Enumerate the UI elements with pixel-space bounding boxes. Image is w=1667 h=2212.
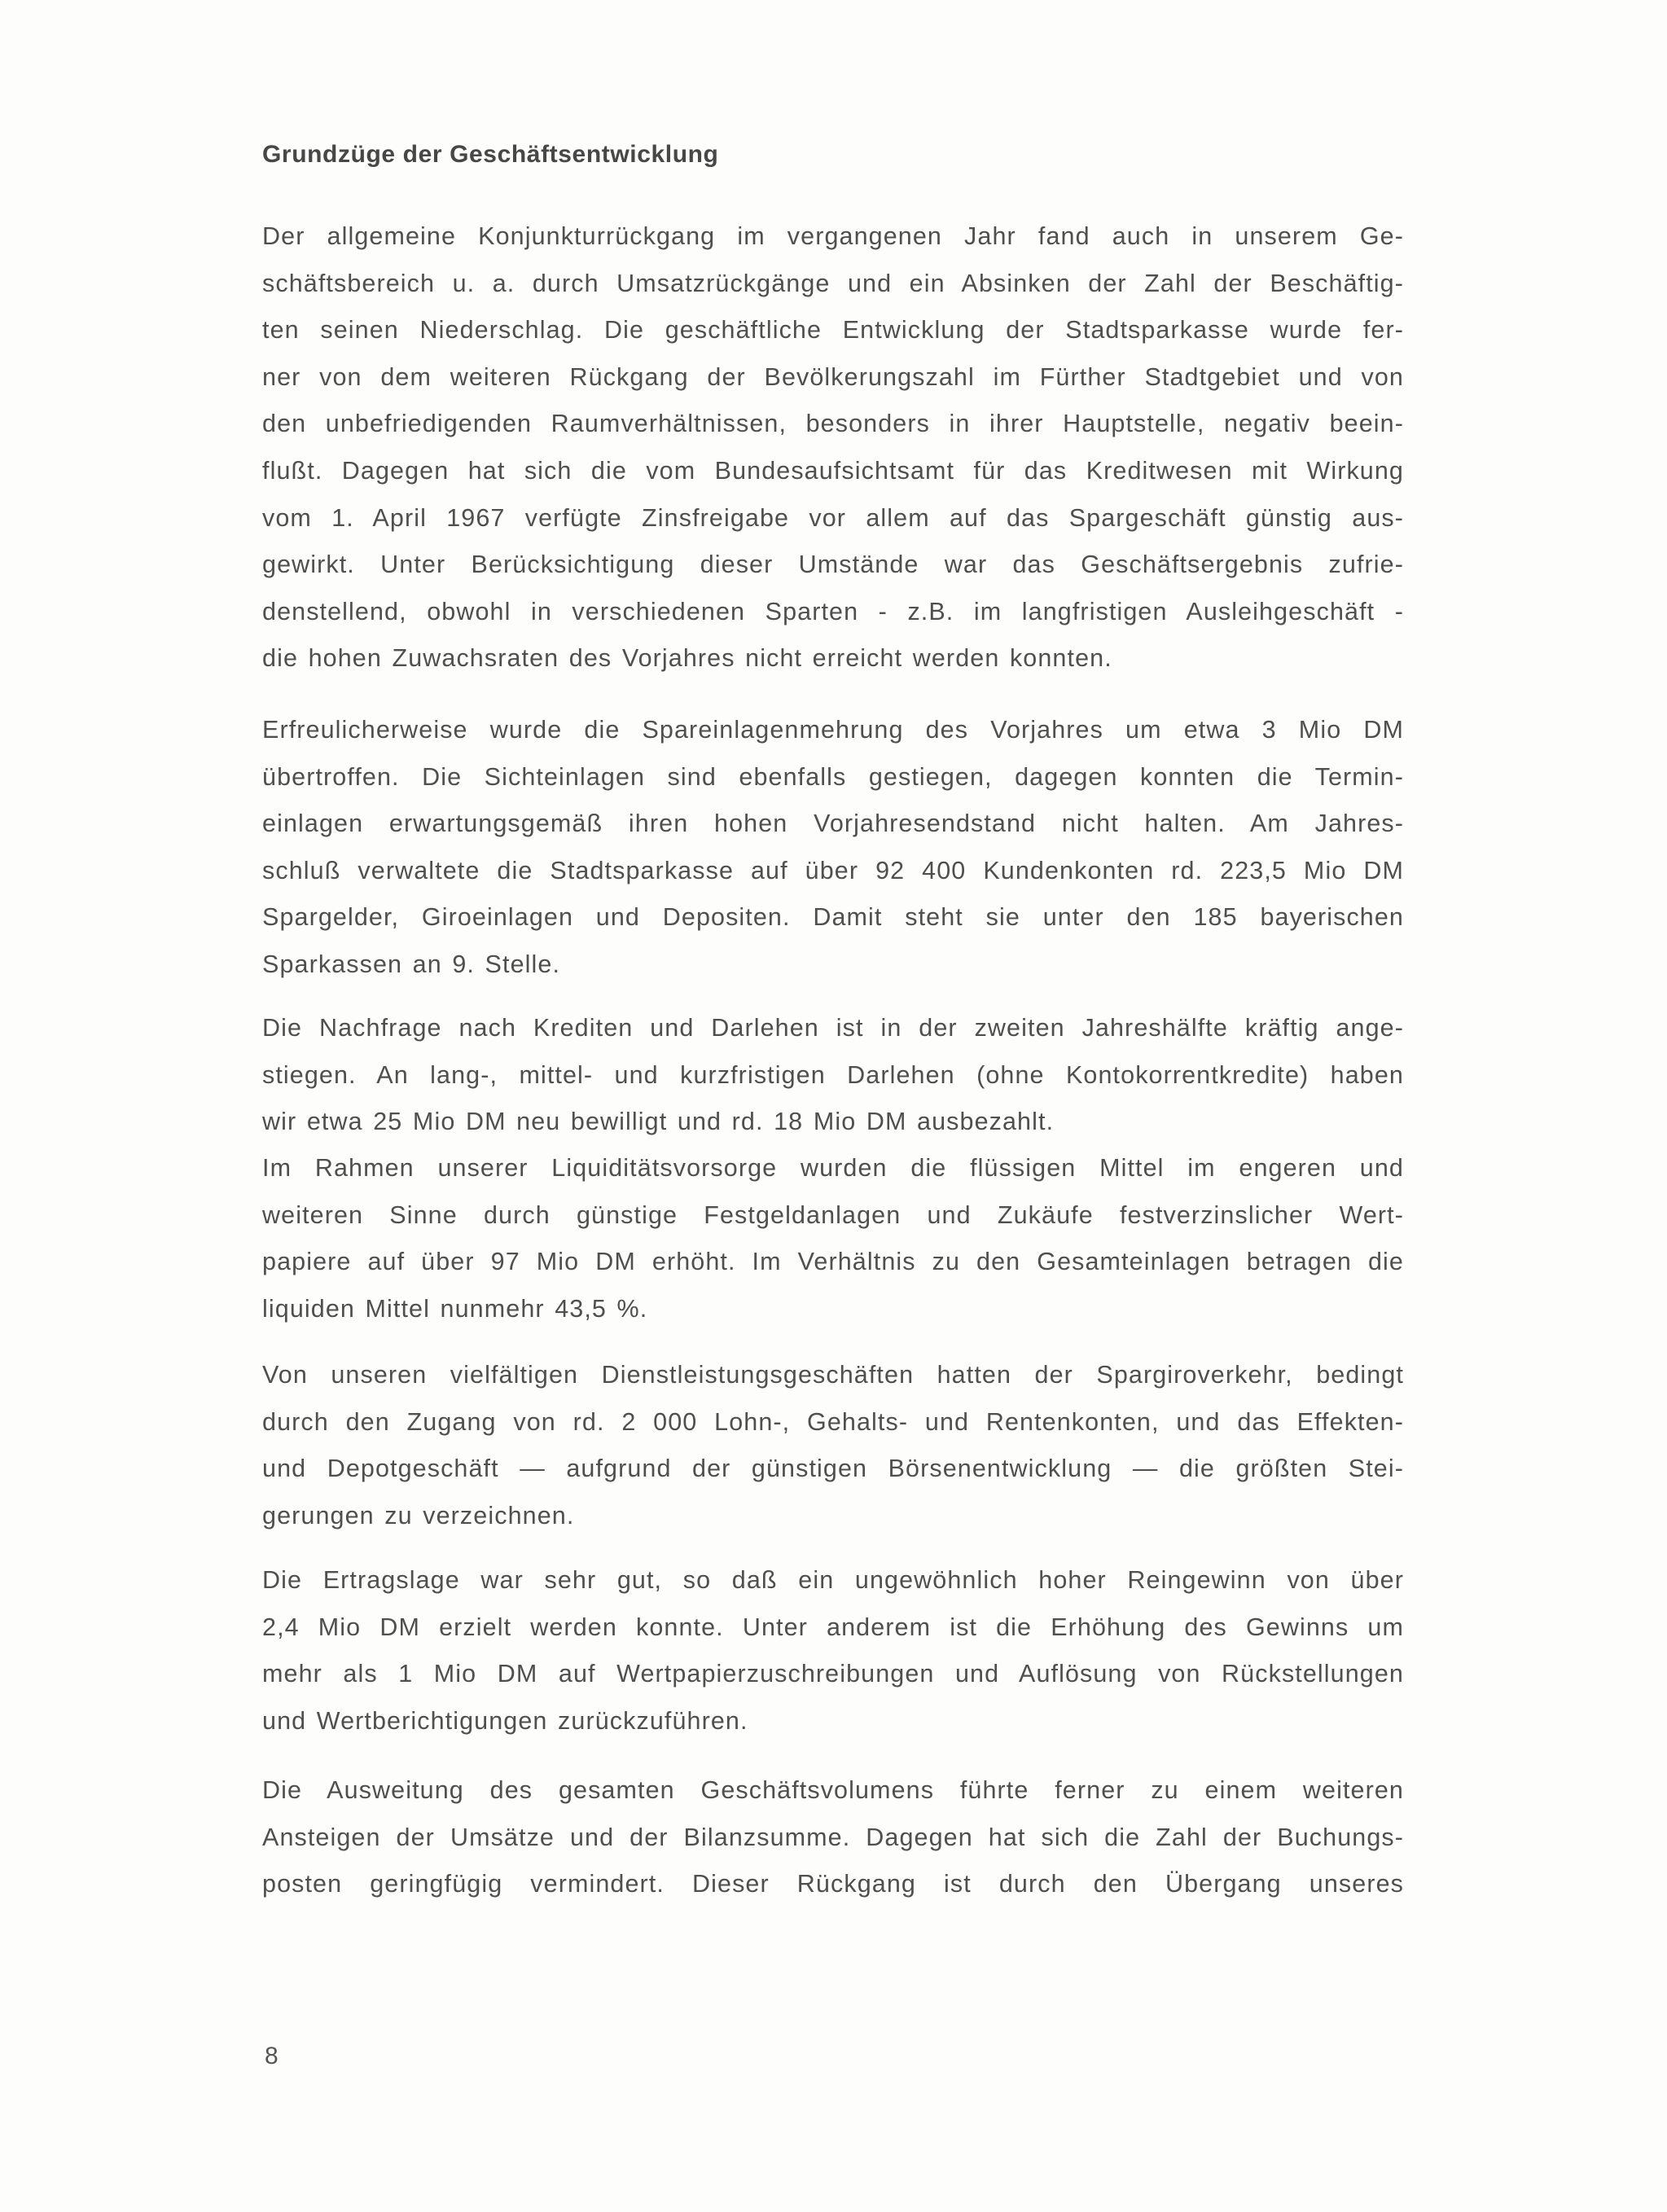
text-line: durch den Zugang von rd. 2 000 Lohn-, Gehalts- und Rentenkonten, und das Effekten- — [262, 1407, 1404, 1436]
text-line: vom 1. April 1967 verfügte Zinsfreigabe vor allem auf das Spargeschäft günstig aus- — [262, 503, 1404, 532]
text-line: liquiden Mittel nunmehr 43,5 %. — [262, 1294, 648, 1323]
text-line: flußt. Dagegen hat sich die vom Bundesaufsichtsamt für das Kreditwesen mit Wirkung — [262, 456, 1404, 485]
text-line: gewirkt. Unter Berücksichtigung dieser Umstände war das Geschäftsergebnis zufrie- — [262, 551, 1404, 579]
text-line: die hohen Zuwachsraten des Vorjahres nicht erreicht werden konnten. — [262, 644, 1112, 673]
text-line: Die Ausweitung des gesamten Geschäftsvolumens führte ferner zu einem weiteren — [262, 1776, 1404, 1804]
paragraph-earnings — [262, 1557, 1404, 1745]
text-line: weiteren Sinne durch günstige Festgeldanlagen und Zukäufe festverzinslicher Wert- — [262, 1200, 1404, 1229]
text-line: Der allgemeine Konjunkturrückgang im vergangenen Jahr fand auch in unserem Ge- — [262, 222, 1404, 250]
section-heading: Grundzüge der Geschäftsentwicklung — [262, 141, 719, 168]
text-line: denstellend, obwohl in verschiedenen Sparten - z.B. im langfristigen Ausleihgeschäft - — [262, 597, 1404, 625]
text-line: papiere auf über 97 Mio DM erhöht. Im Verhältnis zu den Gesamteinlagen betragen die — [262, 1248, 1404, 1276]
text-line: Erfreulicherweise wurde die Spareinlagenmehrung des Vorjahres um etwa 3 Mio DM — [262, 716, 1404, 744]
page-number: 8 — [265, 2043, 279, 2069]
paragraph-liquidity — [262, 1145, 1404, 1332]
text-line: übertroffen. Die Sichteinlagen sind ebenfalls gestiegen, dagegen konnten die Termin- — [262, 762, 1404, 791]
paragraph-business-volume — [262, 1767, 1404, 1908]
text-line: mehr als 1 Mio DM auf Wertpapierzuschreibungen und Auflösung von Rückstellungen — [262, 1660, 1404, 1688]
text-line: gerungen zu verzeichnen. — [262, 1501, 575, 1530]
text-line: und Depotgeschäft — aufgrund der günstigen Börsenentwicklung — die größten Stei- — [262, 1455, 1404, 1483]
text-line: Spargelder, Giroeinlagen und Depositen. Damit steht sie unter den 185 bayerischen — [262, 903, 1404, 932]
text-line: Sparkassen an 9. Stelle. — [262, 950, 561, 978]
text-line: Die Ertragslage war sehr gut, so daß ein ungewöhnlich hoher Reingewinn von über — [262, 1566, 1404, 1594]
text-line: ner von dem weiteren Rückgang der Bevölkerungszahl im Fürther Stadtgebiet und von — [262, 362, 1404, 391]
text-line: Die Nachfrage nach Krediten und Darlehen ist in der zweiten Jahreshälfte kräftig ange- — [262, 1014, 1404, 1042]
paragraph-credit-demand — [262, 1005, 1404, 1146]
text-line: 2,4 Mio DM erzielt werden konnte. Unter anderem ist die Erhöhung des Gewinns um — [262, 1613, 1404, 1641]
text-line: Im Rahmen unserer Liquiditätsvorsorge wurden die flüssigen Mittel im engeren und — [262, 1154, 1404, 1182]
text-line: schluß verwaltete die Stadtsparkasse auf über 92 400 Kundenkonten rd. 223,5 Mio DM — [262, 856, 1404, 884]
text-line: und Wertberichtigungen zurückzuführen. — [262, 1706, 748, 1735]
text-line: wir etwa 25 Mio DM neu bewilligt und rd. 18 Mio DM ausbezahlt. — [262, 1108, 1055, 1136]
text-line: einlagen erwartungsgemäß ihren hohen Vorjahresendstand nicht halten. Am Jahres- — [262, 810, 1404, 838]
text-line: Ansteigen der Umsätze und der Bilanzsumme. Dagegen hat sich die Zahl der Buchungs- — [262, 1823, 1404, 1851]
text-line: den unbefriedigenden Raumverhältnissen, besonders in ihrer Hauptstelle, negativ beein- — [262, 410, 1404, 438]
text-line: schäftsbereich u. a. durch Umsatzrückgänge und ein Absinken der Zahl der Beschäftig- — [262, 269, 1404, 297]
text-line: Von unseren vielfältigen Dienstleistungsgeschäften hatten der Spargiroverkehr, bedingt — [262, 1361, 1404, 1389]
text-line: posten geringfügig vermindert. Dieser Rückgang ist durch den Übergang unseres — [262, 1870, 1404, 1898]
paragraph-services — [262, 1352, 1404, 1539]
text-line: stiegen. An lang-, mittel- und kurzfristigen Darlehen (ohne Kontokorrentkredite) haben — [262, 1060, 1404, 1089]
paragraph-business-overview — [262, 213, 1404, 682]
paragraph-deposits — [262, 707, 1404, 989]
text-line: ten seinen Niederschlag. Die geschäftliche Entwicklung der Stadtsparkasse wurde fer- — [262, 316, 1404, 345]
